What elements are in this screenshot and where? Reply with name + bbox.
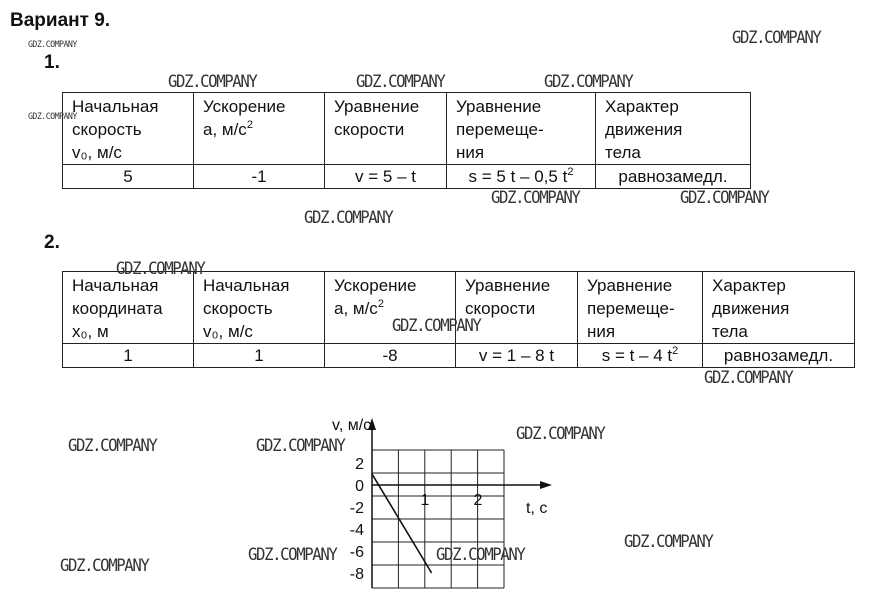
watermark: GDZ.COMPANY [304, 208, 393, 228]
watermark: GDZ.COMPANY [624, 532, 713, 552]
header-line: Уравнение [456, 97, 542, 116]
watermark: GDZ.COMPANY [116, 259, 205, 279]
table-row [63, 344, 855, 368]
header-line: скорости [465, 299, 536, 318]
watermark: GDZ.COMPANY [28, 40, 77, 50]
header-line: Начальная [72, 97, 159, 116]
watermark: GDZ.COMPANY [68, 436, 157, 456]
exponent: 2 [377, 298, 384, 310]
watermark: GDZ.COMPANY [28, 112, 77, 122]
header-line: перемеще- [587, 299, 675, 318]
header-line: Уравнение [465, 276, 551, 295]
header-cell [194, 93, 325, 165]
y-tick-label: -4 [349, 522, 364, 539]
header-line: v₀, м/с [72, 143, 122, 162]
exponent: 2 [672, 345, 679, 357]
task-2-number: 2. [44, 232, 60, 253]
header-line: скорости [334, 120, 405, 139]
header-cell [194, 272, 325, 344]
watermark: GDZ.COMPANY [680, 188, 769, 208]
header-line: Уравнение [334, 97, 420, 116]
value-cell: 5 [63, 165, 194, 189]
task-1-number: 1. [44, 52, 60, 73]
header-line: координата [72, 299, 163, 318]
watermark: GDZ.COMPANY [256, 436, 345, 456]
header-line: движения [605, 120, 683, 139]
header-cell [447, 93, 596, 165]
value-cell [578, 344, 703, 368]
header-line [203, 118, 315, 141]
header-text: а, м/с [203, 120, 247, 139]
x-axis-label: t, c [526, 500, 548, 517]
exponent: 2 [246, 119, 253, 131]
y-tick-label: -8 [349, 566, 364, 583]
header-line: x₀, м [72, 322, 109, 341]
value-cell: -1 [194, 165, 325, 189]
watermark: GDZ.COMPANY [392, 316, 481, 336]
watermark: GDZ.COMPANY [436, 545, 525, 565]
value-cell: равнозамедл. [596, 165, 751, 189]
value-cell [447, 165, 596, 189]
value-cell: v = 5 – t [325, 165, 447, 189]
watermark: GDZ.COMPANY [168, 72, 257, 92]
watermark: GDZ.COMPANY [704, 368, 793, 388]
value-cell: 1 [194, 344, 325, 368]
graph-grid [372, 450, 504, 588]
header-line: v₀, м/с [203, 322, 253, 341]
value-cell: v = 1 – 8 t [456, 344, 578, 368]
value-cell: -8 [325, 344, 456, 368]
header-line: Ускорение [334, 276, 417, 295]
watermark: GDZ.COMPANY [544, 72, 633, 92]
header-line: ния [456, 143, 485, 162]
y-tick-label: 0 [355, 478, 364, 495]
header-line: тела [605, 143, 641, 162]
header-line: тела [712, 322, 748, 341]
header-line: Ускорение [203, 97, 286, 116]
watermark: GDZ.COMPANY [60, 556, 149, 576]
header-line: Характер [605, 97, 679, 116]
header-line: скорость [72, 120, 142, 139]
table-row [63, 165, 751, 189]
value-text: s = 5 t – 0,5 t [468, 167, 568, 186]
header-cell [578, 272, 703, 344]
y-tick-labels [350, 456, 364, 583]
y-tick-label: 2 [355, 456, 364, 473]
header-line: Характер [712, 276, 786, 295]
x-axis-arrow [540, 481, 552, 489]
x-tick-label: 2 [473, 492, 483, 509]
header-line: скорость [203, 299, 273, 318]
header-text: а, м/с [334, 299, 378, 318]
task-1-table [62, 92, 751, 189]
header-cell [703, 272, 855, 344]
watermark: GDZ.COMPANY [356, 72, 445, 92]
watermark: GDZ.COMPANY [248, 545, 337, 565]
header-line: перемеще- [456, 120, 544, 139]
watermark: GDZ.COMPANY [732, 28, 821, 48]
exponent: 2 [567, 166, 574, 178]
series-line-group [372, 474, 432, 573]
y-axis-label: v, м/с [332, 417, 372, 434]
x-tick-label: 1 [420, 492, 430, 509]
watermark: GDZ.COMPANY [516, 424, 605, 444]
value-text: s = t – 4 t [601, 346, 673, 365]
header-cell [325, 93, 447, 165]
header-line: Начальная [72, 276, 159, 295]
header-cell [63, 272, 194, 344]
header-line: Начальная [203, 276, 290, 295]
value-cell: равнозамедл. [703, 344, 855, 368]
table-header-row [63, 93, 751, 165]
header-cell [596, 93, 751, 165]
value-cell: 1 [63, 344, 194, 368]
watermark: GDZ.COMPANY [491, 188, 580, 208]
page-title: Вариант 9. [10, 10, 111, 31]
header-line: ния [587, 322, 616, 341]
y-tick-label: -6 [349, 544, 364, 561]
header-line: движения [712, 299, 790, 318]
series-line [372, 474, 432, 573]
header-line: Уравнение [587, 276, 673, 295]
y-tick-label: -2 [349, 500, 364, 517]
header-cell [63, 93, 194, 165]
